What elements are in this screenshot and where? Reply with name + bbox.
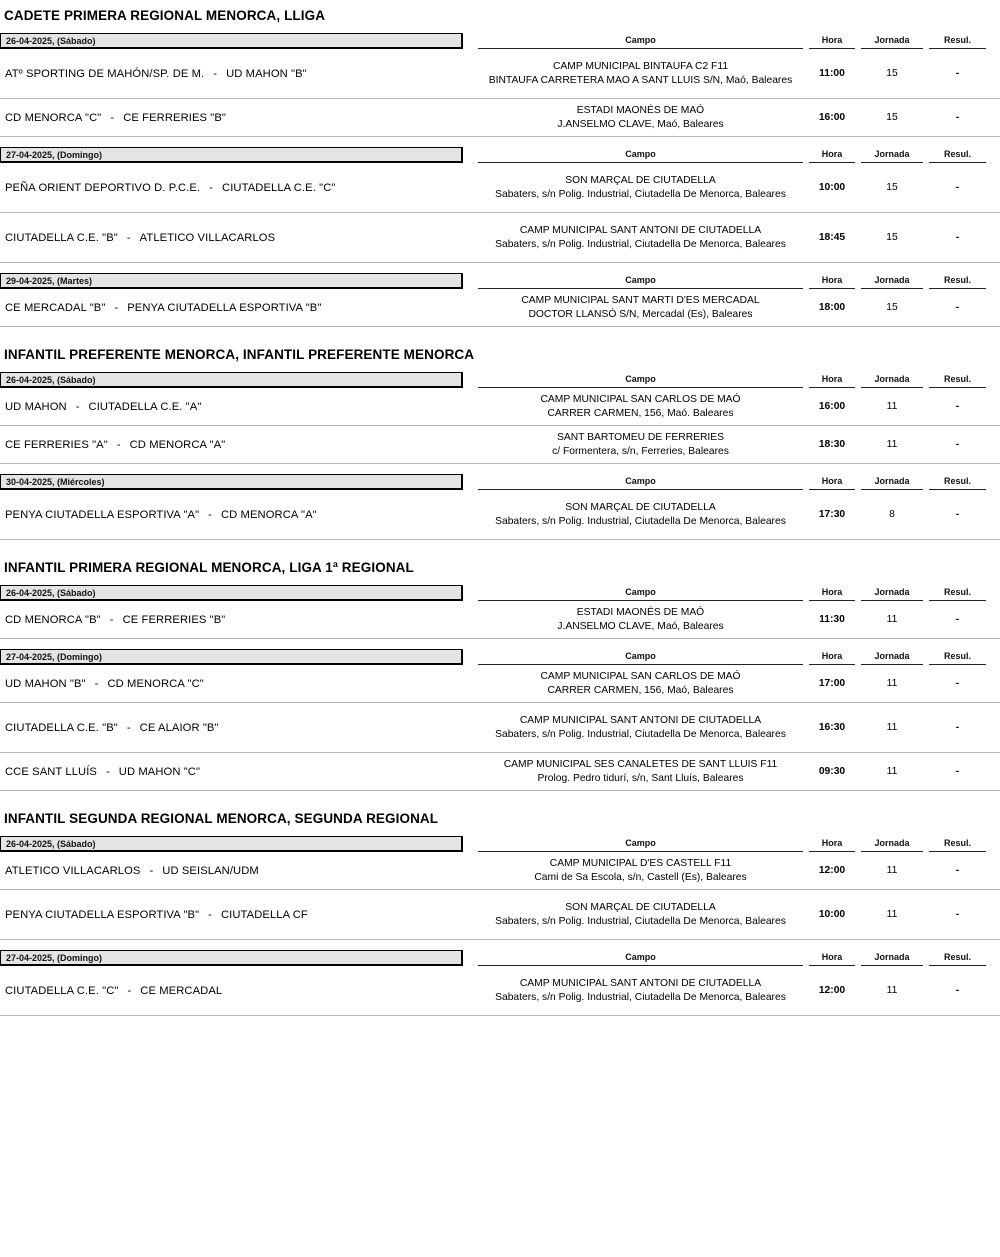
match-teams <box>0 112 478 124</box>
match-venue-cell <box>478 221 803 254</box>
away-team: CE FERRERIES "B" <box>122 613 226 626</box>
venue-name: CAMP MUNICIPAL SANT ANTONI DE CIUTADELLA <box>519 224 762 236</box>
venue-address: Prolog. Pedro tidurí, s/n, Sant Lluís, Baleares <box>537 772 744 784</box>
match-time: 10:00 <box>818 182 846 193</box>
column-header-hora: Hora <box>809 651 855 665</box>
match-result: - <box>955 865 960 876</box>
home-team: PENYA CIUTADELLA ESPORTIVA "A" <box>5 508 200 521</box>
match-teams <box>0 614 478 626</box>
match-time: 17:30 <box>818 509 846 520</box>
date-header-row <box>0 836 1000 852</box>
venue-name: CAMP MUNICIPAL SAN CARLOS DE MAÓ <box>540 670 741 682</box>
home-team: CCE SANT LLUÍS <box>5 765 97 778</box>
match-rows <box>0 49 1000 137</box>
venue-name: CAMP MUNICIPAL SANT ANTONI DE CIUTADELLA <box>519 977 762 989</box>
vs-separator: - <box>213 67 218 80</box>
column-header-jornada: Jornada <box>861 651 923 665</box>
column-header-resul: Resul. <box>929 35 986 49</box>
match-venue-cell <box>478 755 803 788</box>
table-row <box>0 490 1000 540</box>
match-round: 11 <box>886 865 898 876</box>
away-team: CIUTADELLA C.E. "C" <box>222 181 336 194</box>
venue-address: BINTAUFA CARRETERA MAO A SANT LLUIS S/N, Maó, Baleares <box>488 74 793 86</box>
venue-address: Sabaters, s/n Polig. Industrial, Ciutadella De Menorca, Baleares <box>495 515 786 527</box>
date-header-row <box>0 372 1000 388</box>
match-venue-cell <box>478 171 803 204</box>
match-round: 11 <box>886 985 898 996</box>
venue-address: Sabaters, s/n Polig. Industrial, Ciutadella De Menorca, Baleares <box>495 188 786 200</box>
column-header-campo: Campo <box>478 476 803 490</box>
match-teams <box>0 439 478 451</box>
match-time: 11:00 <box>819 68 845 79</box>
column-header-resul: Resul. <box>929 374 986 388</box>
match-teams <box>0 766 478 778</box>
competition-block <box>0 791 1000 1016</box>
home-team: CIUTADELLA C.E. "B" <box>5 231 118 244</box>
match-venue-cell <box>478 898 803 931</box>
home-team: UD MAHON "B" <box>5 677 86 690</box>
match-result: - <box>955 232 960 243</box>
date-group <box>0 836 1000 940</box>
match-teams <box>0 678 478 690</box>
vs-separator: - <box>94 677 99 690</box>
column-header-resul: Resul. <box>929 952 986 966</box>
vs-separator: - <box>127 984 132 997</box>
column-header-campo: Campo <box>478 952 803 966</box>
away-team: PENYA CIUTADELLA ESPORTIVA "B" <box>127 301 322 314</box>
vs-separator: - <box>110 111 115 124</box>
competition-title: INFANTIL SEGUNDA REGIONAL MENORCA, SEGUNDA REGIONAL <box>4 811 439 826</box>
away-team: CD MENORCA "A" <box>129 438 226 451</box>
home-team: ATLETICO VILLACARLOS <box>5 864 141 877</box>
match-venue-cell <box>478 57 803 90</box>
match-venue-cell <box>478 428 803 461</box>
column-header-jornada: Jornada <box>861 275 923 289</box>
match-rows <box>0 163 1000 263</box>
match-result: - <box>955 722 960 733</box>
venue-address: Sabaters, s/n Polig. Industrial, Ciutadella De Menorca, Baleares <box>495 728 786 740</box>
date-badge: 26-04-2025, (Sábado) <box>0 33 463 49</box>
column-header-jornada: Jornada <box>861 476 923 490</box>
away-team: CE ALAIOR "B" <box>139 721 219 734</box>
venue-name: ESTADI MAONÉS DE MAÓ <box>576 606 705 618</box>
match-teams <box>0 401 478 413</box>
date-group <box>0 147 1000 263</box>
column-header-campo: Campo <box>478 35 803 49</box>
date-badge: 26-04-2025, (Sábado) <box>0 372 463 388</box>
match-round: 11 <box>886 439 898 450</box>
table-row <box>0 213 1000 263</box>
match-teams <box>0 865 478 877</box>
match-round: 11 <box>886 766 898 777</box>
column-header-jornada: Jornada <box>861 587 923 601</box>
competition-block <box>0 0 1000 327</box>
date-badge: 27-04-2025, (Domingo) <box>0 950 463 966</box>
match-round: 15 <box>886 112 898 123</box>
venue-address: J.ANSELMO CLAVE, Maó, Baleares <box>557 118 724 130</box>
venue-address: Sabaters, s/n Polig. Industrial, Ciutadella De Menorca, Baleares <box>495 915 786 927</box>
match-result: - <box>955 766 960 777</box>
competition-block <box>0 327 1000 540</box>
match-result: - <box>955 678 960 689</box>
match-teams <box>0 232 478 244</box>
match-venue-cell <box>478 291 803 324</box>
home-team: UD MAHON <box>5 400 67 413</box>
home-team: PEÑA ORIENT DEPORTIVO D. P.C.E. <box>5 181 201 194</box>
home-team: CE FERRERIES "A" <box>5 438 108 451</box>
match-time: 18:00 <box>818 302 846 313</box>
match-time: 16:00 <box>818 112 846 123</box>
date-group <box>0 474 1000 540</box>
date-group <box>0 372 1000 464</box>
vs-separator: - <box>75 400 80 413</box>
table-row <box>0 163 1000 213</box>
venue-name: CAMP MUNICIPAL D'ES CASTELL F11 <box>549 857 732 869</box>
column-header-campo: Campo <box>478 149 803 163</box>
date-badge: 26-04-2025, (Sábado) <box>0 836 463 852</box>
venue-address: CARRER CARMEN, 156, Maó. Baleares <box>547 407 734 419</box>
vs-separator: - <box>116 438 121 451</box>
venue-name: CAMP MUNICIPAL SAN CARLOS DE MAÓ <box>540 393 741 405</box>
date-header-row <box>0 33 1000 49</box>
venue-address: c/ Formentera, s/n, Ferreries, Baleares <box>552 445 729 457</box>
column-header-hora: Hora <box>809 35 855 49</box>
match-teams <box>0 722 478 734</box>
competition-title: INFANTIL PREFERENTE MENORCA, INFANTIL PREFERENTE MENORCA <box>4 347 475 362</box>
match-round: 15 <box>886 302 898 313</box>
date-group <box>0 33 1000 137</box>
away-team: CE MERCADAL <box>140 984 223 997</box>
column-header-resul: Resul. <box>929 651 986 665</box>
vs-separator: - <box>209 181 214 194</box>
competition-title: CADETE PRIMERA REGIONAL MENORCA, LLIGA <box>4 8 326 23</box>
away-team: UD MAHON "C" <box>118 765 201 778</box>
venue-name: SANT BARTOMEU DE FERRERIES <box>556 431 725 443</box>
home-team: CD MENORCA "B" <box>5 613 101 626</box>
venue-address: Sabaters, s/n Polig. Industrial, Ciutadella De Menorca, Baleares <box>495 991 786 1003</box>
column-header-resul: Resul. <box>929 838 986 852</box>
match-round: 11 <box>886 614 898 625</box>
column-header-hora: Hora <box>809 952 855 966</box>
column-header-resul: Resul. <box>929 275 986 289</box>
match-venue-cell <box>478 854 803 887</box>
match-result: - <box>955 909 960 920</box>
column-header-hora: Hora <box>809 374 855 388</box>
match-result: - <box>955 182 960 193</box>
date-badge: 27-04-2025, (Domingo) <box>0 649 463 665</box>
match-time: 18:30 <box>818 439 846 450</box>
away-team: CIUTADELLA C.E. "A" <box>88 400 202 413</box>
column-header-campo: Campo <box>478 587 803 601</box>
date-group <box>0 649 1000 791</box>
match-venue-cell <box>478 390 803 423</box>
match-time: 16:00 <box>818 401 846 412</box>
match-result: - <box>955 985 960 996</box>
home-team: ATº SPORTING DE MAHÓN/SP. DE M. <box>5 67 205 80</box>
column-header-hora: Hora <box>809 838 855 852</box>
match-round: 11 <box>886 678 898 689</box>
match-time: 16:30 <box>818 722 846 733</box>
match-time: 09:30 <box>818 766 846 777</box>
vs-separator: - <box>126 231 131 244</box>
column-header-jornada: Jornada <box>861 149 923 163</box>
column-header-resul: Resul. <box>929 587 986 601</box>
home-team: CE MERCADAL "B" <box>5 301 106 314</box>
match-round: 15 <box>886 182 898 193</box>
away-team: CE FERRERIES "B" <box>123 111 226 124</box>
match-time: 12:00 <box>818 985 846 996</box>
date-group <box>0 950 1000 1016</box>
match-round: 11 <box>886 722 898 733</box>
venue-address: CARRER CARMEN, 156, Maó, Baleares <box>547 684 734 696</box>
column-header-resul: Resul. <box>929 149 986 163</box>
date-badge: 30-04-2025, (Miércoles) <box>0 474 463 490</box>
table-row <box>0 388 1000 426</box>
vs-separator: - <box>114 301 119 314</box>
competition-block <box>0 540 1000 791</box>
date-header-row <box>0 147 1000 163</box>
match-rows <box>0 289 1000 327</box>
match-rows <box>0 490 1000 540</box>
match-result: - <box>955 509 960 520</box>
venue-name: ESTADI MAONÉS DE MAÓ <box>576 104 705 116</box>
match-round: 15 <box>886 232 898 243</box>
date-group <box>0 585 1000 639</box>
table-row <box>0 966 1000 1016</box>
competition-title: INFANTIL PRIMERA REGIONAL MENORCA, LIGA 1ª REGIONAL <box>4 560 414 575</box>
match-rows <box>0 601 1000 639</box>
match-rows <box>0 665 1000 791</box>
match-time: 12:00 <box>818 865 846 876</box>
match-rows <box>0 966 1000 1016</box>
match-result: - <box>955 439 960 450</box>
table-row <box>0 852 1000 890</box>
table-row <box>0 49 1000 99</box>
match-round: 11 <box>886 401 898 412</box>
away-team: ATLETICO VILLACARLOS <box>139 231 276 244</box>
table-row <box>0 703 1000 753</box>
date-badge: 29-04-2025, (Martes) <box>0 273 463 289</box>
column-header-campo: Campo <box>478 651 803 665</box>
match-teams <box>0 302 478 314</box>
vs-separator: - <box>109 613 114 626</box>
venue-address: Sabaters, s/n Polig. Industrial, Ciutadella De Menorca, Baleares <box>495 238 786 250</box>
venue-name: CAMP MUNICIPAL BINTAUFA C2 F11 <box>552 60 729 72</box>
match-venue-cell <box>478 101 803 134</box>
date-header-row <box>0 474 1000 490</box>
venue-address: J.ANSELMO CLAVE, Maó, Baleares <box>557 620 724 632</box>
column-header-hora: Hora <box>809 275 855 289</box>
column-header-jornada: Jornada <box>861 374 923 388</box>
column-header-jornada: Jornada <box>861 838 923 852</box>
column-header-hora: Hora <box>809 587 855 601</box>
match-result: - <box>955 112 960 123</box>
match-teams <box>0 909 478 921</box>
away-team: CIUTADELLA CF <box>220 908 308 921</box>
date-group <box>0 273 1000 327</box>
column-header-jornada: Jornada <box>861 35 923 49</box>
vs-separator: - <box>149 864 154 877</box>
match-rows <box>0 852 1000 940</box>
away-team: CD MENORCA "A" <box>220 508 317 521</box>
table-row <box>0 753 1000 791</box>
column-header-campo: Campo <box>478 275 803 289</box>
home-team: CIUTADELLA C.E. "C" <box>5 984 119 997</box>
date-badge: 27-04-2025, (Domingo) <box>0 147 463 163</box>
match-time: 17:00 <box>818 678 846 689</box>
match-time: 18:45 <box>818 232 846 243</box>
column-header-hora: Hora <box>809 149 855 163</box>
date-header-row <box>0 649 1000 665</box>
match-result: - <box>955 401 960 412</box>
match-round: 15 <box>886 68 898 79</box>
match-result: - <box>955 614 960 625</box>
match-teams <box>0 182 478 194</box>
vs-separator: - <box>208 508 212 521</box>
match-venue-cell <box>478 667 803 700</box>
table-row <box>0 890 1000 940</box>
match-venue-cell <box>478 974 803 1007</box>
match-result: - <box>955 68 960 79</box>
date-header-row <box>0 585 1000 601</box>
venue-name: CAMP MUNICIPAL SANT ANTONI DE CIUTADELLA <box>519 714 762 726</box>
venue-name: CAMP MUNICIPAL SANT MARTI D'ES MERCADAL <box>521 294 760 306</box>
match-result: - <box>955 302 960 313</box>
match-time: 11:30 <box>819 614 845 625</box>
away-team: CD MENORCA "C" <box>107 677 204 690</box>
column-header-resul: Resul. <box>929 476 986 490</box>
match-time: 10:00 <box>818 909 846 920</box>
match-venue-cell <box>478 603 803 636</box>
column-header-campo: Campo <box>478 374 803 388</box>
match-teams <box>0 509 478 521</box>
match-rows <box>0 388 1000 464</box>
home-team: PENYA CIUTADELLA ESPORTIVA "B" <box>5 908 200 921</box>
match-venue-cell <box>478 711 803 744</box>
venue-name: SON MARÇAL DE CIUTADELLA <box>565 901 716 913</box>
venue-address: DOCTOR LLANSÓ S/N, Mercadal (Es), Baleares <box>528 308 753 320</box>
match-venue-cell <box>478 498 803 531</box>
venue-name: CAMP MUNICIPAL SES CANALETES DE SANT LLUIS F11 <box>503 758 778 770</box>
table-row <box>0 426 1000 464</box>
vs-separator: - <box>208 908 212 921</box>
away-team: UD MAHON "B" <box>226 67 307 80</box>
venue-address: Cami de Sa Escola, s/n, Castell (Es), Baleares <box>534 871 747 883</box>
date-badge: 26-04-2025, (Sábado) <box>0 585 463 601</box>
match-teams <box>0 985 478 997</box>
table-row <box>0 99 1000 137</box>
match-round: 11 <box>886 909 898 920</box>
date-header-row <box>0 273 1000 289</box>
column-header-campo: Campo <box>478 838 803 852</box>
venue-name: SON MARÇAL DE CIUTADELLA <box>565 501 716 513</box>
away-team: UD SEISLAN/UDM <box>162 864 259 877</box>
date-header-row <box>0 950 1000 966</box>
column-header-jornada: Jornada <box>861 952 923 966</box>
home-team: CD MENORCA "C" <box>5 111 102 124</box>
vs-separator: - <box>126 721 131 734</box>
venue-name: SON MARÇAL DE CIUTADELLA <box>565 174 716 186</box>
home-team: CIUTADELLA C.E. "B" <box>5 721 118 734</box>
column-header-hora: Hora <box>809 476 855 490</box>
vs-separator: - <box>105 765 110 778</box>
match-round: 8 <box>889 509 895 520</box>
table-row <box>0 601 1000 639</box>
table-row <box>0 289 1000 327</box>
match-teams <box>0 68 478 80</box>
table-row <box>0 665 1000 703</box>
